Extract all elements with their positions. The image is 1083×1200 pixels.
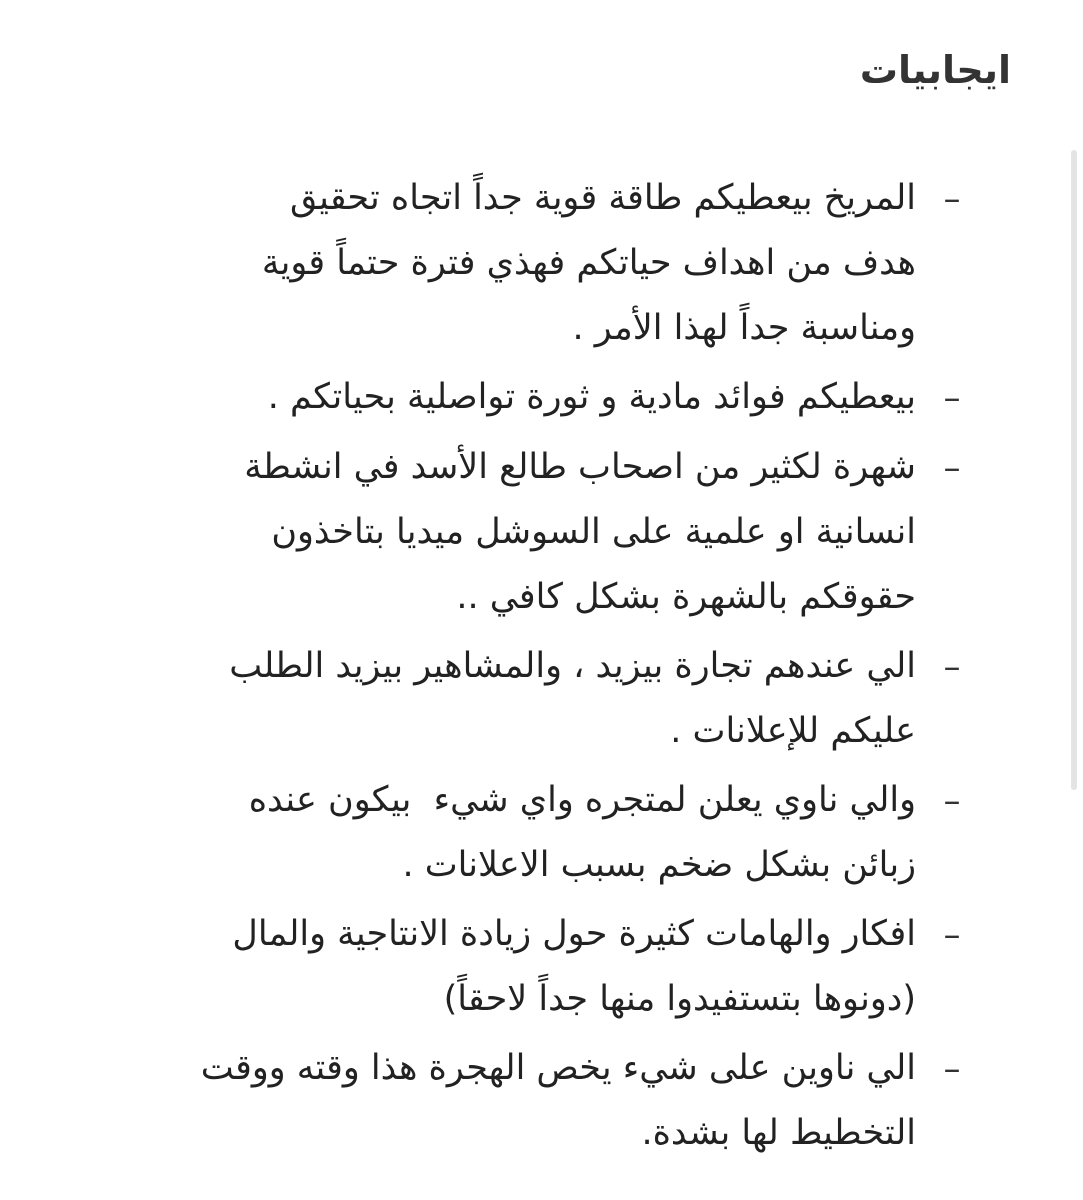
section-heading: ايجابيات xyxy=(859,48,1011,92)
list-item-text: بيعطيكم فوائد مادية و ثورة تواصلية بحياتكم . xyxy=(267,377,916,417)
vertical-scrollbar[interactable] xyxy=(1071,150,1077,790)
dash-bullet-icon: – xyxy=(943,647,961,687)
dash-bullet-icon: – xyxy=(943,448,961,488)
list-item-text: الي ناوين على شيء يخص الهجرة هذا وقته ووقت التخطيط لها بشدة. xyxy=(200,1048,916,1153)
list-item xyxy=(78,365,988,431)
bullet-list xyxy=(78,166,988,1170)
dash-bullet-icon: – xyxy=(943,781,961,821)
list-item xyxy=(78,435,988,630)
list-item-text: المريخ بيعطيكم طاقة قوية جداً اتجاه تحقيق هدف من اهداف حياتكم فهذي فترة حتماً قوية ومناسبة جداً لهذا الأمر . xyxy=(261,178,916,348)
list-item xyxy=(78,902,988,1032)
dash-bullet-icon: – xyxy=(943,1049,961,1089)
dash-bullet-icon: – xyxy=(943,378,961,418)
list-item-text: والي ناوي يعلن لمتجره واي شيء بيكون عنده زبائن بشكل ضخم بسبب الاعلانات . xyxy=(248,780,916,885)
list-item xyxy=(78,634,988,764)
list-item-text: الي عندهم تجارة بيزيد ، والمشاهير بيزيد الطلب عليكم للإعلانات . xyxy=(229,646,916,751)
list-item xyxy=(78,768,988,898)
list-item-text: افكار والهامات كثيرة حول زيادة الانتاجية والمال (دونوها بتستفيدوا منها جداً لاحقاً) xyxy=(232,914,916,1019)
list-item xyxy=(78,166,988,361)
list-item xyxy=(78,1036,988,1166)
dash-bullet-icon: – xyxy=(943,179,961,219)
dash-bullet-icon: – xyxy=(943,915,961,955)
list-item-text: شهرة لكثير من اصحاب طالع الأسد في انشطة انسانية او علمية على السوشل ميديا بتاخذون حقوقكم بالشهرة بشكل كافي .. xyxy=(244,447,916,617)
